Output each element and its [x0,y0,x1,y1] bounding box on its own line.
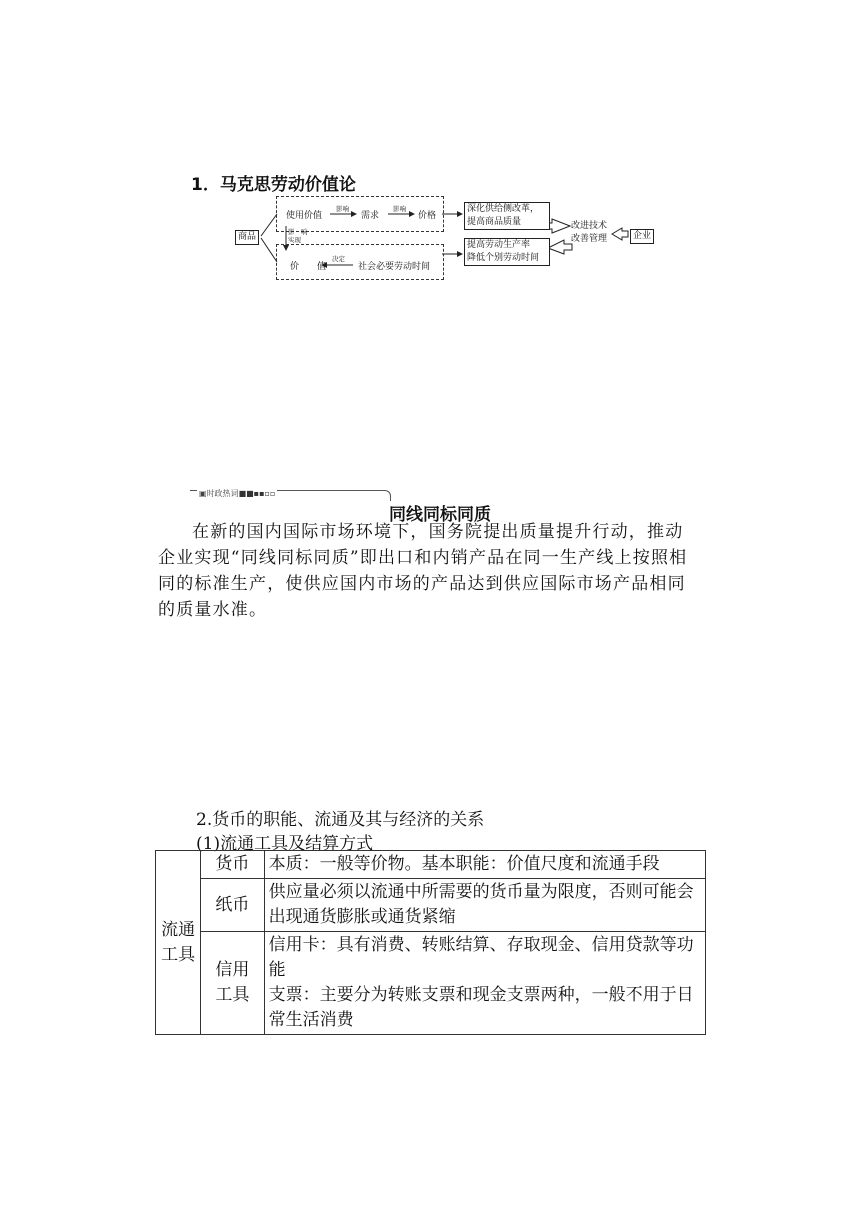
price-label: 价格 [418,211,437,221]
table-row [156,932,706,1035]
section1-title: 1．马克思劳动价值论 [191,175,356,195]
affect-label-1: 影响 [336,205,349,213]
value-label: 价 值 [290,262,327,272]
hot-title: 同线同标同质 [389,505,491,525]
section2-subtitle: (1)流通工具及结算方式 [196,834,374,854]
row-name-cell: 信用 工具 [201,932,264,1035]
enterprise-box: 企业 [630,229,654,244]
hot-tag-icon: ▣ [199,489,207,498]
hot-paragraph: 在新的国内国际市场环境下，国务院提出质量提升行动，推动企业实现“同线同标同质”即出口和内销产品在同一生产线上按照相同的标准生产，使供应国内市场的产品达到供应国际市场产品相同的质量水准。 [158,522,688,620]
goods-box: 商品 [235,230,259,245]
hot-tag [197,488,277,499]
supply-reform-box: 深化供给侧改革， 提高商品质量 [464,202,550,230]
table-row [156,851,706,879]
labor-value-diagram [230,192,670,282]
productivity-box: 提高劳动生产率 降低个别劳动时间 [464,238,550,266]
row-name-cell: 货币 [201,851,264,879]
row-desc-cell: 供应量必须以流通中所需要的货币量为限度，否则可能会出现通货膨胀或通货紧缩 [264,879,705,932]
social-time-label: 社会必要劳动时间 [358,262,431,272]
decide-label: 决定 [332,255,345,263]
section2-title: 2.货币的职能、流通及其与经济的关系 [196,810,485,830]
row-desc-cell: 本质：一般等价物。基本职能：价值尺度和流通手段 [264,851,705,879]
use-value-label: 使用价值 [286,211,323,221]
circulation-tools-table [155,850,706,1035]
affect-label-2: 影响 [393,205,406,213]
row-name-cell: 纸币 [201,879,264,932]
affect-realize-label: 影 响 实现 [288,228,308,244]
table-row [156,879,706,932]
demand-label: 需求 [361,211,380,221]
group-cell: 流通 工具 [156,851,201,1035]
row-desc-cell: 信用卡：具有消费、转账结算、存取现金、信用贷款等功能 支票：主要分为转账支票和现金支票两种，一般不用于日常生活消费 [264,932,705,1035]
improve-label: 改进技术 改善管理 [571,221,608,244]
hot-tag-label: 时政热词 [206,489,239,498]
hot-tag-dots-icon: ■■▪▪▫▫ [238,489,276,498]
